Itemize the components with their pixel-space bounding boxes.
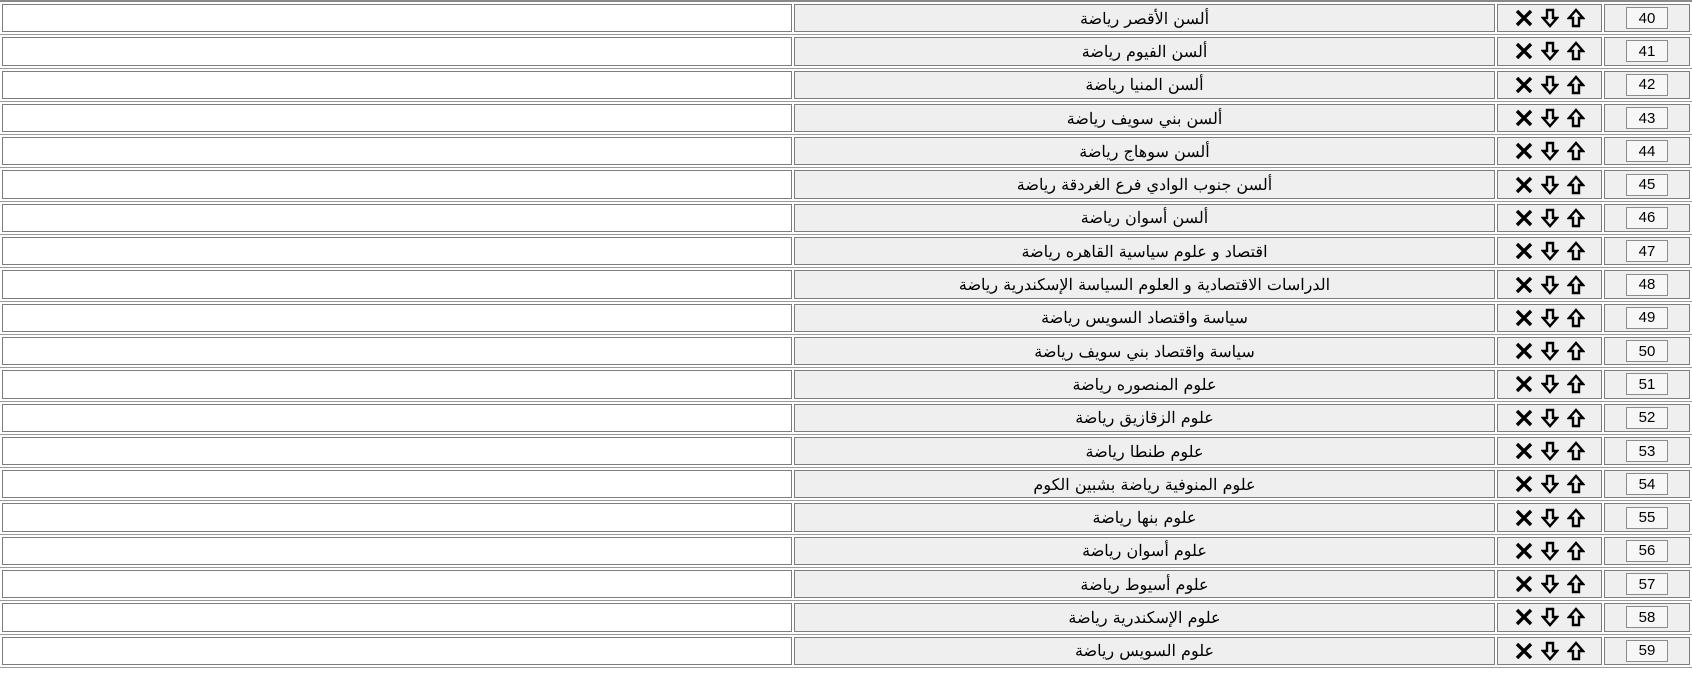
actions-cell — [1497, 337, 1602, 365]
table-row — [0, 69, 1692, 102]
name-cell — [794, 637, 1495, 665]
close-icon[interactable] — [1512, 571, 1536, 597]
actions-cell — [1497, 370, 1602, 398]
name-cell — [794, 537, 1495, 565]
close-icon[interactable] — [1512, 305, 1536, 331]
order-number-input[interactable] — [1626, 40, 1668, 62]
arrow-down-icon[interactable] — [1538, 305, 1562, 331]
arrow-down-icon[interactable] — [1538, 5, 1562, 31]
order-number-input[interactable] — [1626, 573, 1668, 595]
actions-cell — [1497, 37, 1602, 65]
table-row — [0, 35, 1692, 68]
order-number-input[interactable] — [1626, 473, 1668, 495]
actions-cell — [1497, 437, 1602, 465]
actions-cell — [1497, 270, 1602, 298]
arrow-up-icon[interactable] — [1564, 471, 1588, 497]
order-number-input[interactable] — [1626, 606, 1668, 628]
name-cell — [794, 37, 1495, 65]
order-number-input[interactable] — [1626, 373, 1668, 395]
empty-cell — [2, 503, 792, 531]
faculty-name: ألسن بني سويف رياضة — [1066, 108, 1223, 128]
empty-cell — [2, 470, 792, 498]
empty-cell — [2, 537, 792, 565]
order-number-input[interactable] — [1626, 274, 1668, 296]
close-icon[interactable] — [1512, 438, 1536, 464]
actions-cell — [1497, 104, 1602, 132]
arrow-up-icon[interactable] — [1564, 438, 1588, 464]
order-number-input[interactable] — [1626, 340, 1668, 362]
table-row — [0, 435, 1692, 468]
faculty-name: علوم طنطا رياضة — [1085, 441, 1204, 461]
faculty-name: ألسن الأقصر رياضة — [1079, 8, 1210, 28]
table-row — [0, 135, 1692, 168]
arrow-up-icon[interactable] — [1564, 272, 1588, 298]
empty-cell — [2, 104, 792, 132]
faculty-name: علوم المنصوره رياضة — [1072, 374, 1217, 394]
number-cell — [1604, 270, 1690, 298]
table-row — [0, 168, 1692, 201]
name-cell — [794, 237, 1495, 265]
arrow-up-icon[interactable] — [1564, 305, 1588, 331]
arrow-up-icon[interactable] — [1564, 505, 1588, 531]
arrow-down-icon[interactable] — [1538, 505, 1562, 531]
arrow-down-icon[interactable] — [1538, 38, 1562, 64]
actions-cell — [1497, 603, 1602, 631]
faculty-name: علوم المنوفية رياضة بشبين الكوم — [1033, 474, 1256, 494]
arrow-up-icon[interactable] — [1564, 205, 1588, 231]
empty-cell — [2, 404, 792, 432]
order-number-input[interactable] — [1626, 174, 1668, 196]
empty-cell — [2, 304, 792, 332]
close-icon[interactable] — [1512, 238, 1536, 264]
close-icon[interactable] — [1512, 405, 1536, 431]
number-cell — [1604, 537, 1690, 565]
number-cell — [1604, 170, 1690, 198]
order-number-input[interactable] — [1626, 540, 1668, 562]
actions-cell — [1497, 503, 1602, 531]
arrow-down-icon[interactable] — [1538, 238, 1562, 264]
close-icon[interactable] — [1512, 471, 1536, 497]
table-row — [0, 102, 1692, 135]
actions-cell — [1497, 470, 1602, 498]
order-number-input[interactable] — [1626, 207, 1668, 229]
order-number-input[interactable] — [1626, 640, 1668, 662]
faculty-name: الدراسات الاقتصادية و العلوم السياسة الإسكندرية رياضة — [958, 275, 1331, 295]
arrow-down-icon[interactable] — [1538, 571, 1562, 597]
name-cell — [794, 170, 1495, 198]
actions-cell — [1497, 137, 1602, 165]
actions-cell — [1497, 170, 1602, 198]
number-cell — [1604, 204, 1690, 232]
arrow-up-icon[interactable] — [1564, 405, 1588, 431]
table-row — [0, 368, 1692, 401]
name-cell — [794, 370, 1495, 398]
table-row — [0, 535, 1692, 568]
name-cell — [794, 603, 1495, 631]
order-number-input[interactable] — [1626, 507, 1668, 529]
empty-cell — [2, 71, 792, 99]
arrow-down-icon[interactable] — [1538, 471, 1562, 497]
close-icon[interactable] — [1512, 604, 1536, 630]
name-cell — [794, 337, 1495, 365]
empty-cell — [2, 170, 792, 198]
arrow-down-icon[interactable] — [1538, 138, 1562, 164]
empty-cell — [2, 37, 792, 65]
arrow-up-icon[interactable] — [1564, 138, 1588, 164]
close-icon[interactable] — [1512, 5, 1536, 31]
name-cell — [794, 470, 1495, 498]
arrow-down-icon[interactable] — [1538, 538, 1562, 564]
order-number-input[interactable] — [1626, 240, 1668, 262]
arrow-down-icon[interactable] — [1538, 205, 1562, 231]
table-row — [0, 302, 1692, 335]
order-number-input[interactable] — [1626, 7, 1668, 29]
number-cell — [1604, 137, 1690, 165]
name-cell — [794, 404, 1495, 432]
arrow-down-icon[interactable] — [1538, 638, 1562, 664]
actions-cell — [1497, 204, 1602, 232]
table-row — [0, 402, 1692, 435]
actions-cell — [1497, 4, 1602, 32]
faculty-name: علوم الإسكندرية رياضة — [1068, 607, 1221, 627]
arrow-up-icon[interactable] — [1564, 172, 1588, 198]
faculty-name: علوم أسوان رياضة — [1082, 541, 1207, 561]
name-cell — [794, 503, 1495, 531]
arrow-down-icon[interactable] — [1538, 338, 1562, 364]
name-cell — [794, 137, 1495, 165]
close-icon[interactable] — [1512, 205, 1536, 231]
empty-cell — [2, 603, 792, 631]
name-cell — [794, 304, 1495, 332]
number-cell — [1604, 37, 1690, 65]
faculty-name: ألسن جنوب الوادي فرع الغردقة رياضة — [1016, 175, 1273, 195]
table-row — [0, 335, 1692, 368]
order-number-input[interactable] — [1626, 307, 1668, 329]
close-icon[interactable] — [1512, 272, 1536, 298]
table-row — [0, 468, 1692, 501]
empty-cell — [2, 637, 792, 665]
table-row — [0, 568, 1692, 601]
name-cell — [794, 104, 1495, 132]
actions-cell — [1497, 537, 1602, 565]
number-cell — [1604, 104, 1690, 132]
empty-cell — [2, 204, 792, 232]
table-row — [0, 202, 1692, 235]
arrow-down-icon[interactable] — [1538, 371, 1562, 397]
number-cell — [1604, 470, 1690, 498]
faculty-name: ألسن الفيوم رياضة — [1081, 41, 1208, 61]
arrow-up-icon[interactable] — [1564, 638, 1588, 664]
arrow-up-icon[interactable] — [1564, 105, 1588, 131]
close-icon[interactable] — [1512, 172, 1536, 198]
actions-cell — [1497, 637, 1602, 665]
close-icon[interactable] — [1512, 638, 1536, 664]
number-cell — [1604, 637, 1690, 665]
faculty-name: ألسن أسوان رياضة — [1080, 208, 1209, 228]
arrow-down-icon[interactable] — [1538, 405, 1562, 431]
close-icon[interactable] — [1512, 105, 1536, 131]
actions-cell — [1497, 237, 1602, 265]
empty-cell — [2, 337, 792, 365]
number-cell — [1604, 237, 1690, 265]
faculty-name: سياسة واقتصاد بني سويف رياضة — [1034, 341, 1255, 361]
name-cell — [794, 71, 1495, 99]
order-number-input[interactable] — [1626, 440, 1668, 462]
empty-cell — [2, 270, 792, 298]
actions-cell — [1497, 71, 1602, 99]
close-icon[interactable] — [1512, 72, 1536, 98]
number-cell — [1604, 71, 1690, 99]
order-number-input[interactable] — [1626, 140, 1668, 162]
number-cell — [1604, 4, 1690, 32]
close-icon[interactable] — [1512, 371, 1536, 397]
faculty-name: اقتصاد و علوم سياسية القاهره رياضة — [1021, 241, 1268, 261]
arrow-up-icon[interactable] — [1564, 371, 1588, 397]
number-cell — [1604, 570, 1690, 598]
name-cell — [794, 204, 1495, 232]
close-icon[interactable] — [1512, 505, 1536, 531]
arrow-up-icon[interactable] — [1564, 72, 1588, 98]
arrow-down-icon[interactable] — [1538, 172, 1562, 198]
arrow-up-icon[interactable] — [1564, 238, 1588, 264]
close-icon[interactable] — [1512, 338, 1536, 364]
arrow-up-icon[interactable] — [1564, 338, 1588, 364]
arrow-down-icon[interactable] — [1538, 105, 1562, 131]
arrow-up-icon[interactable] — [1564, 538, 1588, 564]
arrow-up-icon[interactable] — [1564, 38, 1588, 64]
number-cell — [1604, 404, 1690, 432]
actions-cell — [1497, 570, 1602, 598]
empty-cell — [2, 570, 792, 598]
actions-cell — [1497, 304, 1602, 332]
name-cell — [794, 570, 1495, 598]
actions-cell — [1497, 404, 1602, 432]
number-cell — [1604, 603, 1690, 631]
number-cell — [1604, 370, 1690, 398]
order-number-input[interactable] — [1626, 107, 1668, 129]
table-row — [0, 635, 1692, 668]
order-number-input[interactable] — [1626, 407, 1668, 429]
number-cell — [1604, 304, 1690, 332]
empty-cell — [2, 237, 792, 265]
faculty-name: سياسة واقتصاد السويس رياضة — [1041, 308, 1248, 328]
arrow-down-icon[interactable] — [1538, 72, 1562, 98]
arrow-down-icon[interactable] — [1538, 438, 1562, 464]
empty-cell — [2, 137, 792, 165]
arrow-up-icon[interactable] — [1564, 571, 1588, 597]
empty-cell — [2, 437, 792, 465]
name-cell — [794, 270, 1495, 298]
arrow-up-icon[interactable] — [1564, 604, 1588, 630]
table-row — [0, 2, 1692, 35]
faculty-name: علوم الزقازيق رياضة — [1075, 408, 1214, 428]
table-row — [0, 235, 1692, 268]
empty-cell — [2, 370, 792, 398]
faculty-name: علوم السويس رياضة — [1074, 641, 1215, 661]
number-cell — [1604, 503, 1690, 531]
name-cell — [794, 437, 1495, 465]
table-row — [0, 268, 1692, 301]
table-row — [0, 501, 1692, 534]
number-cell — [1604, 437, 1690, 465]
number-cell — [1604, 337, 1690, 365]
table-row — [0, 601, 1692, 634]
arrow-up-icon[interactable] — [1564, 5, 1588, 31]
empty-cell — [2, 4, 792, 32]
close-icon[interactable] — [1512, 138, 1536, 164]
arrow-down-icon[interactable] — [1538, 604, 1562, 630]
faculty-name: علوم بنها رياضة — [1092, 508, 1197, 528]
close-icon[interactable] — [1512, 38, 1536, 64]
faculty-name: علوم أسيوط رياضة — [1080, 574, 1209, 594]
faculty-name: ألسن المنيا رياضة — [1085, 75, 1204, 95]
name-cell — [794, 4, 1495, 32]
arrow-down-icon[interactable] — [1538, 272, 1562, 298]
close-icon[interactable] — [1512, 538, 1536, 564]
faculty-name: ألسن سوهاج رياضة — [1079, 141, 1210, 161]
order-number-input[interactable] — [1626, 74, 1668, 96]
